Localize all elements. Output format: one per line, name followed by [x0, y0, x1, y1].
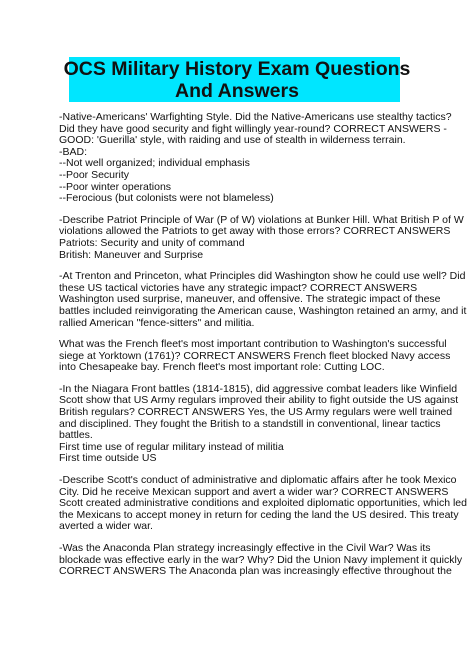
text-line: --Poor Security: [59, 168, 130, 181]
document-title-line-2: And Answers: [175, 80, 299, 102]
text-line: Scott created administrative conditions and exploited diplomatic opportunities, which led: [59, 497, 467, 510]
document-body: [59, 111, 467, 588]
document-title-line-1: OCS Military History Exam Questions: [63, 58, 411, 80]
text-line: First time use of regular military instead of militia: [59, 440, 284, 453]
text-line: rallied American "fence-sitters" and militia.: [59, 316, 255, 329]
text-line: the Mexicans to accept money in return for ceding the land the US desired. This treaty: [59, 508, 459, 521]
text-line: Did they have good security and fight willingly year-round? CORRECT ANSWERS -: [59, 122, 447, 135]
text-line: --Not well organized; individual emphasis: [59, 157, 250, 170]
text-line: First time outside US: [59, 452, 157, 465]
text-line: --Poor winter operations: [59, 180, 172, 193]
text-line: City. Did he receive Mexican support and avert a wider war? CORRECT ANSWERS: [59, 485, 449, 498]
text-line: battles.: [59, 429, 93, 442]
text-line: -At Trenton and Princeton, what Principles did Washington show he could use well? Did: [59, 270, 466, 283]
text-line: -In the Niagara Front battles (1814-1815), did aggressive combat leaders like Winfield: [59, 382, 458, 395]
text-line: Scott show that US Army regulars improved their ability to fight outside the US against: [59, 394, 459, 407]
text-line: -Native-Americans' Warfighting Style. Did the Native-Americans use stealthy tactics?: [59, 111, 452, 123]
qa-paragraph: [59, 270, 467, 329]
qa-paragraph: [59, 382, 459, 465]
qa-paragraph: [59, 338, 451, 374]
text-line: British: Maneuver and Surprise: [59, 248, 204, 261]
text-line: and disciplined. They fought the British to a standstill in conventional, linear tactics: [59, 417, 441, 430]
text-line: CORRECT ANSWERS The Anaconda plan was increasingly effective throughout the: [59, 565, 452, 578]
text-line: -BAD:: [59, 145, 88, 158]
qa-paragraph: [59, 213, 464, 261]
text-line: Washington used surprise, maneuver, and offensive. The strategic impact of these: [59, 293, 441, 306]
text-line: What was the French fleet's most important contribution to Washington's successful: [59, 338, 447, 351]
text-line: Patriots: Security and unity of command: [59, 236, 245, 249]
text-line: battles included reinvigorating the American cause, Washington retained an army, and it: [59, 304, 467, 317]
text-line: -Describe Patriot Principle of War (P of W) violations at Bunker Hill. What British P of W: [59, 213, 464, 226]
qa-paragraph: [59, 474, 467, 533]
qa-paragraph: [59, 111, 452, 205]
text-line: violations allowed the Patriots to get away with those errors? CORRECT ANSWERS: [59, 225, 451, 238]
qa-paragraph: [59, 542, 463, 578]
text-line: these US tactical victories have any strategic impact? CORRECT ANSWERS: [59, 281, 418, 294]
text-line: British regulars? CORRECT ANSWERS Yes, the US Army regulars were well trained: [59, 406, 453, 419]
text-line: -Describe Scott's conduct of administrative and diplomatic affairs after he took Mexico: [59, 474, 457, 487]
text-line: siege at Yorktown (1761)? CORRECT ANSWERS French fleet blocked Navy access: [59, 349, 451, 362]
text-line: averted a wider war.: [59, 520, 153, 533]
text-line: -Was the Anaconda Plan strategy increasingly effective in the Civil War? Was its: [59, 542, 431, 554]
text-line: GOOD: 'Guerilla' style, with raiding and use of stealth in wilderness terrain.: [59, 134, 406, 147]
text-line: into Chesapeake bay. French fleet's most important role: Cutting LOC.: [59, 361, 385, 374]
text-line: blockade was effective early in the war? Why? Did the Union Navy implement it quickly: [59, 553, 463, 566]
text-line: --Ferocious (but colonists were not blameless): [59, 192, 274, 205]
